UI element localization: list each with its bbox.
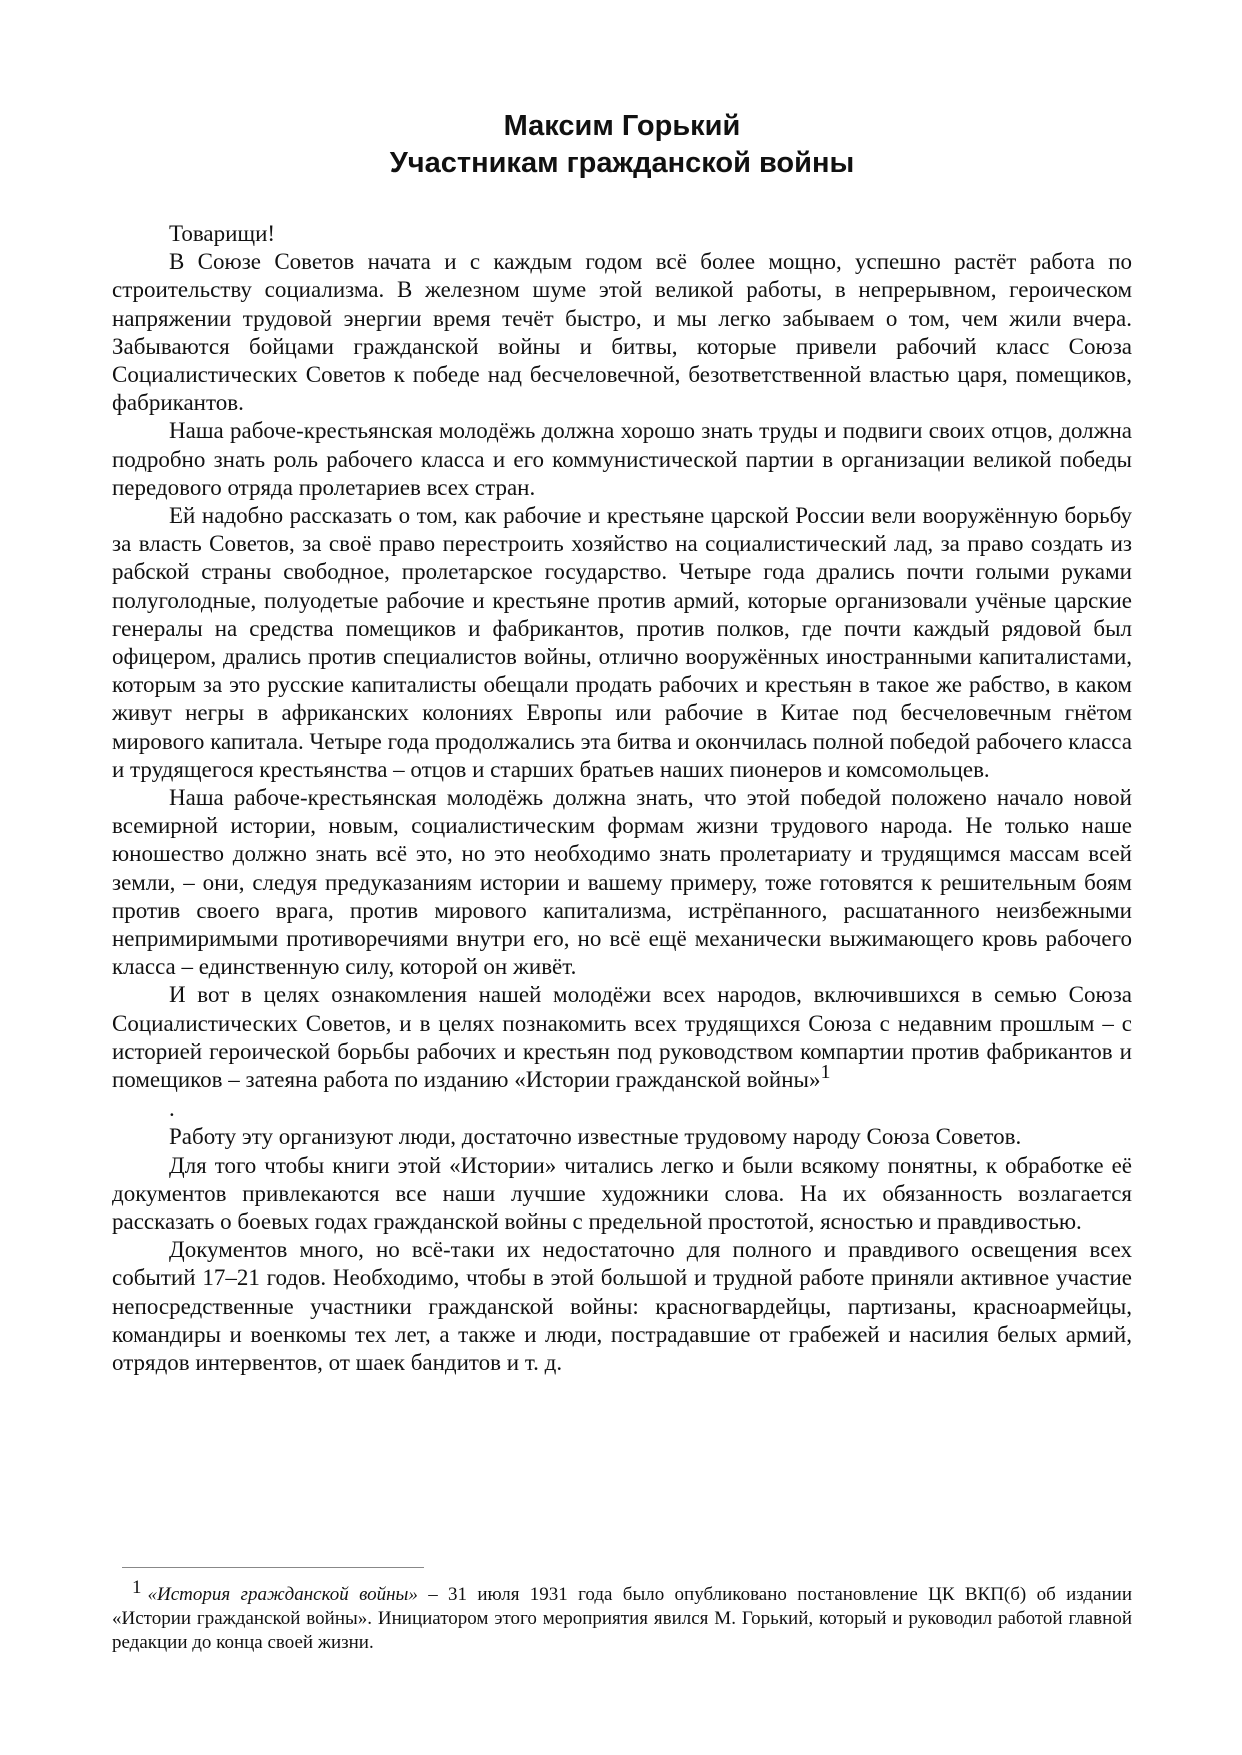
footnote-divider xyxy=(122,1567,424,1568)
paragraph-period: . xyxy=(169,1096,175,1122)
footnote-title: «История гражданской войны» xyxy=(147,1584,418,1605)
paragraph: В Союзе Советов начата и с каждым годом всё более мощно, успешно растёт работа по строительству социализма. В железном шуме этой великой работы, в непрерывном, героическом напряжении трудовой энергии время течёт быстро, и мы легко забываем о том, чем жили вчера. Забываются бойцами гражданской войны и битвы, которые привели рабочий класс Союза Социалистических Советов к победе над бесчеловечной, безответственной властью царя, помещиков, фабрикантов. xyxy=(112,249,1132,416)
paragraph: Работу эту организуют люди, достаточно известные трудовому народу Союза Советов. xyxy=(169,1124,1022,1150)
paragraph: Для того чтобы книги этой «Истории» читались легко и были всякому понятны, к обработке её документов привлекаются все наши лучшие художники слова. На их обязанность возлагается рассказать о боевых годах гражданской войны с предельной простотой, ясностью и правдивостью. xyxy=(112,1152,1132,1234)
footnote-reference[interactable]: 1 xyxy=(820,1061,831,1084)
paragraph-greeting: Товарищи! xyxy=(169,221,276,246)
document-page xyxy=(112,108,1132,1377)
paragraph: Наша рабоче-крестьянская молодёжь должна знать, что этой победой положено начало новой всемирной истории, новым, социалистическим формам жизни трудового народа. Не только наше юношество должно знать всё это, но это необходимо знать пролетариату и трудящимся массам всей земли, – они, следуя предуказаниям истории и вашему примеру, тоже готовятся к решительным боям против своего врага, против мирового капитализма, истрёпанного, расшатанного неизбежными непримиримыми противоречиями внутри его, но всё ещё механически выжимающего кровь рабочего класса – единственную силу, которой он живёт. xyxy=(112,785,1132,980)
footnote-number: 1 xyxy=(132,1577,142,1598)
paragraph: Ей надобно рассказать о том, как рабочие и крестьяне царской России вели вооружённую борьбу за власть Советов, за своё право перестроить хозяйство на социалистический лад, за право создать из рабской страны свободное, пролетарское государство. Четыре года дрались почти голыми руками полуголодные, полуодетые рабочие и крестьяне против армий, которые организовали учёные царские генералы на средства помещиков и фабрикантов, против полков, где почти каждый рядовой был офицером, дрались против специалистов войны, отлично вооружённых иностранными капиталистами, которым за это русские капиталисты обещали продать рабочих и крестьян в такое же рабство, в каком живут негры в африканских колониях Европы или рабочие в Китае под бесчеловечным гнётом мирового капитала. Четыре года продолжались эта битва и окончилась полной победой рабочего класса и трудящегося крестьянства – отцов и старших братьев наших пионеров и комсомольцев. xyxy=(112,503,1132,782)
paragraph-text: И вот в целях ознакомления нашей молодёжи всех народов, включившихся в семью Союза Социалистических Советов, и в целях познакомить всех трудящихся Союза с недавним прошлым – с историей героической борьбы рабочих и крестьян под руководством компартии против фабрикантов и помещиков – затеяна работа по изданию «Истории гражданской войны» xyxy=(112,982,1132,1093)
paragraph: Наша рабоче-крестьянская молодёжь должна хорошо знать труды и подвиги своих отцов, должна подробно знать роль рабочего класса и его коммунистической партии в организации великой победы передового отряда пролетариев всех стран. xyxy=(112,418,1132,500)
paragraph: Документов много, но всё-таки их недостаточно для полного и правдивого освещения всех событий 17–21 годов. Необходимо, чтобы в этой большой и трудной работе приняли активное участие непосредственные участники гражданской войны: красногвардейцы, партизаны, красноармейцы, командиры и военкомы тех лет, а также и люди, пострадавшие от грабежей и насилия белых армий, отрядов интервентов, от шаек бандитов и т. д. xyxy=(112,1237,1132,1375)
footnotes xyxy=(112,1577,1133,1655)
work-title: Участникам гражданской войны xyxy=(389,147,855,179)
footnote-1 xyxy=(112,1577,1133,1655)
article-body xyxy=(112,220,1132,1377)
page-title xyxy=(112,108,1132,182)
author-name: Максим Горький xyxy=(503,110,741,142)
footnote-text: – 31 июля 1931 года было опубликовано постановление ЦК ВКП(б) об издании «Истории гражданской войны». Инициатором этого мероприятия явился М. Горький, который и руководил работой главной редакции до конца своей жизни. xyxy=(112,1584,1133,1653)
paragraph-with-footnote xyxy=(112,981,1132,1095)
